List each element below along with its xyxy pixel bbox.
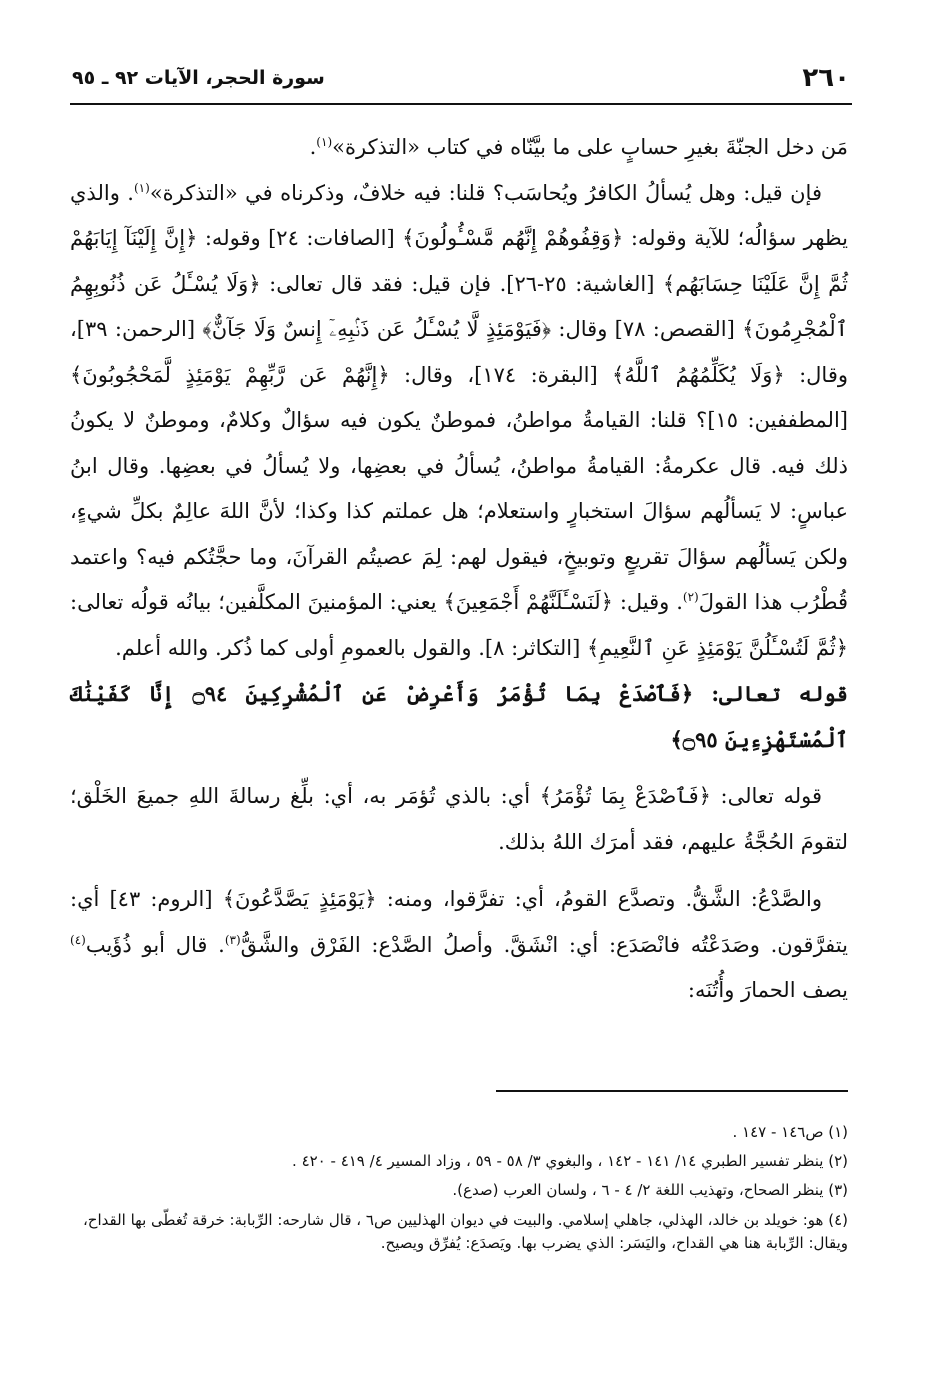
- footnote-1: (١) ص١٤٦ - ١٤٧ .: [732, 1123, 848, 1141]
- paragraph-4c-text: يصف الحمارَ وأُتُنَه:: [687, 978, 848, 1002]
- paragraph-1-text: مَن دخل الجنّةَ بغيرِ حسابٍ على ما بيَّنّاه في كتاب «التذكرة»: [332, 135, 848, 159]
- footnote-2: (٢) ينظر تفسير الطبري ١٤/ ١٤١ - ١٤٢ ، والبغوي ٣/ ٥٨ - ٥٩ ، وزاد المسير ٤/ ٤١٩ - ٤٢٠ .: [292, 1152, 848, 1170]
- paragraph-2a-text: فإن قيل: وهل يُسألُ الكافرُ ويُحاسَب؟ قلنا: فيه خلافٌ، وذكرناه في «التذكرة»: [149, 180, 822, 205]
- paragraph-4a-text: والصَّدْعُ: الشَّقُّ. وتصدَّع القومُ، أي: تفرَّقوا، ومنه: ﴿يَوْمَئِذٍ يَصَّدَّعُونَ﴾ [الروم: ٤٣] أي: يتفرَّقون. وصَدَعْتُه فانْصَدَع: أي: انْشَقَّ. وأصلُ الصَّدْع: الفَرْق والشَّقُّ: [70, 887, 848, 957]
- paragraph-4: [70, 877, 848, 1014]
- footnote-4: (٤) هو: خويلد بن خالد، الهذلي، جاهلي إسلامي. والبيت في ديوان الهذليين ص٦ ، قال شارحه: الرِّبابة: خرقة تُغطّى بها القداح، ويقال: الرِّبابة هنا هي القداح، واليَسَر: الذي يضرب بها. ويَصدَع: يُفرِّق ويصيح.: [82, 1211, 848, 1252]
- footnote-ref-3: (٣): [224, 932, 241, 947]
- footnote-ref-1b: (١): [133, 180, 150, 195]
- paragraph-4b-text: . قال أبو ذُؤَيب: [85, 932, 225, 957]
- running-title: سورة الحجر، الآيات ٩٢ ـ ٩٥: [72, 67, 325, 89]
- paragraph-3: قوله تعالى: ﴿فَٱصْدَعْ بِمَا تُؤْمَرُ﴾ أي: بالذي تُؤمَر به، أي: بلِّغ رسالةَ اللهِ جميعَ الخَلْق؛ لتقومَ الحُجَّةُ عليهم، فقد أمرَك اللهُ بذلك.: [70, 784, 848, 854]
- footnote-ref-1: (١): [316, 135, 333, 149]
- header-rule: [70, 103, 852, 105]
- main-text: [70, 125, 848, 1014]
- footnote-ref-4: (٤): [70, 932, 86, 947]
- footnote-rule: [496, 1090, 848, 1092]
- footnotes: [72, 1118, 848, 1255]
- paragraph-2: [70, 171, 848, 672]
- paragraph-2b-text: . والذي يظهر سؤالُه؛ للآية وقوله: ﴿وَقِفُوهُمْ إِنَّهُم مَّسْـُٔولُونَ﴾ [الصافات: ٢٤] وقوله: ﴿إِنَّ إِلَيْنَآ إِيَابَهُمْ ثُمَّ إِنَّ عَلَيْنَا حِسَابَهُم﴾ [الغاشية: ٢٥-٢٦]. فإن قيل: فقد قال تعالى: ﴿وَلَا يُسْـَٔلُ عَن ذُنُوبِهِمُ ٱلْمُجْرِمُونَ﴾ [القصص: ٧٨] وقال: ﴿فَيَوْمَئِذٍ لَّا يُسْـَٔلُ عَن ذَنۢبِهِۦٓ إِنسٌ وَلَا جَآنٌّ﴾ [الرحمن: ٣٩]، وقال: ﴿وَلَا يُكَلِّمُهُمُ ٱللَّهُ﴾ [البقرة: ١٧٤]، وقال: ﴿إِنَّهُمْ عَن رَّبِّهِمْ يَوْمَئِذٍ لَّمَحْجُوبُونَ﴾ [المطففين: ١٥]؟ قلنا: القيامةُ مواطنُ، فموطنٌ يكون فيه سؤالٌ وكلامٌ، وموطنٌ لا يكونُ ذلك فيه. قال عكرمةُ: القيامةُ مواطنُ، يُسألُ في بعضِها، ولا يُسألُ في بعضِها. وقال ابنُ عباسٍ: لا يَسألُهم سؤالَ استخبارٍ واستعلام؛ هل عملتم كذا وكذا؛ لأنَّ اللهَ عالِمٌ بكلِّ شيءٍ، ولكن يَسألُهم سؤالَ تقريعٍ وتوبيخٍ، فيقول لهم: لِمَ عصيتُم القرآنَ، وما حجَّتُكم فيه؟ واعتمد قُطْرُب هذا القولَ: [70, 180, 849, 614]
- verse-heading: قوله تعالى: ﴿فَٱصْدَعْ بِمَا تُؤْمَرُ وَأَعْرِضْ عَنِ ٱلْمُشْرِكِينَ ۝٩٤ إِنَّا كَفَيْنَٰكَ ٱلْمُسْتَهْزِءِينَ ۝٩٥﴾: [70, 681, 848, 752]
- paragraph-1: مَن دخل الجنّةَ بغيرِ حسابٍ على ما بيَّنّاه في كتاب «التذكرة»$^{(١)}$.: [309, 135, 848, 159]
- page-header: [72, 58, 850, 98]
- footnote-3: (٣) ينظر الصحاح، وتهذيب اللغة ٢/ ٤ - ٦ ، ولسان العرب (صدع).: [452, 1181, 848, 1199]
- footnote-ref-2: (٢): [682, 590, 699, 604]
- page-number: ٢٦٠: [802, 63, 850, 93]
- paragraph-2c-text: . وقيل: ﴿لَنَسْـَٔلَنَّهُمْ أَجْمَعِينَ﴾ يعني: المؤمنينَ المكلَّفين؛ بيانُه قولُه تعالى: ﴿ثُمَّ لَتُسْـَٔلُنَّ يَوْمَئِذٍ عَنِ ٱلنَّعِيمِ﴾ [التكاثر: ٨]. والقول بالعمومِ أولى كما ذُكر. والله أعلم.: [70, 590, 848, 660]
